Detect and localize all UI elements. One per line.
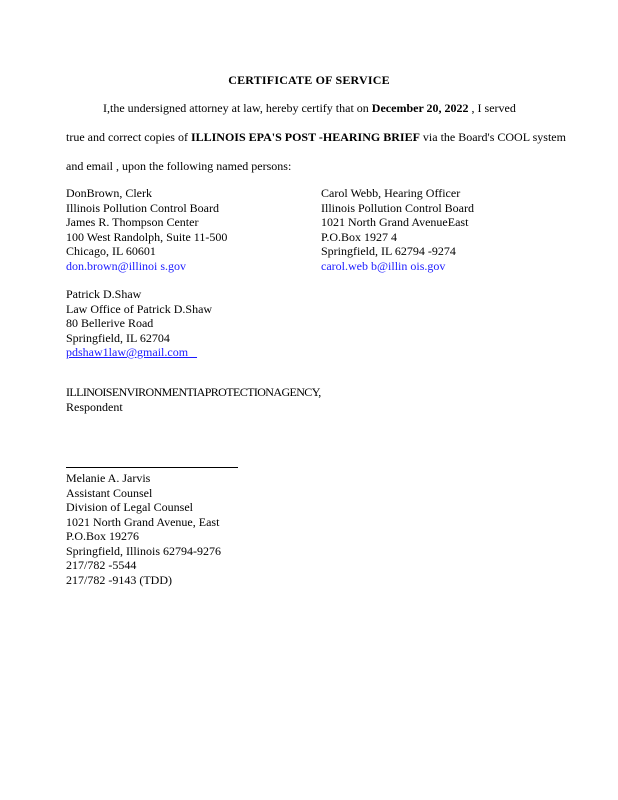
recipient-org: Illinois Pollution Control Board <box>66 200 220 215</box>
recipient-name: Patrick D.Shaw <box>66 287 142 301</box>
signature-line <box>66 467 238 468</box>
agency-role: Respondent <box>66 399 123 414</box>
agency-name: ILLINOISENVIRONMENTIAPROTECTIONAGENCY, <box>66 385 321 399</box>
signer-name: Melanie A. Jarvis <box>66 471 151 485</box>
signer-address: Springfield, Illinois 62794-9276 <box>66 543 221 558</box>
recipient-email-link[interactable]: carol.web b@illin ois.gov <box>321 258 446 273</box>
certification-text: I,the undersigned attorney at law, hereby certify that on <box>103 101 372 115</box>
recipient-address: 1021 North Grand AvenueEast <box>321 215 469 229</box>
certification-line-2 <box>66 130 566 144</box>
signer-phone-tdd: 217/782 -9143 (TDD) <box>66 572 172 587</box>
recipient-org: Law Office of Patrick D.Shaw <box>66 301 213 316</box>
signer-title: Assistant Counsel <box>66 485 153 500</box>
agency-block <box>66 385 321 414</box>
service-date: December 20, 2022 <box>371 101 469 115</box>
signer-division: Division of Legal Counsel <box>66 500 193 514</box>
certification-text: true and correct copies of <box>66 130 191 144</box>
recipient-email-link[interactable]: don.brown@illinoi s.gov <box>66 258 187 273</box>
recipient-name: DonBrown, Clerk <box>66 186 152 200</box>
recipient-name: Carol Webb, Hearing Officer <box>321 186 461 200</box>
recipient-address: Chicago, IL 60601 <box>66 244 156 258</box>
recipient-block-shaw <box>66 287 212 360</box>
recipient-address: 100 West Randolph, Suite 11-500 <box>66 229 228 244</box>
certification-text-end: via the Board's COOL system <box>419 130 566 144</box>
brief-title: ILLINOIS EPA'S POST -HEARING BRIEF <box>190 130 420 144</box>
certification-line-1 <box>103 101 516 115</box>
recipient-address: James R. Thompson Center <box>66 215 199 229</box>
recipient-address: 80 Bellerive Road <box>66 316 154 330</box>
recipient-address: P.O.Box 1927 4 <box>321 229 398 244</box>
recipient-org: Illinois Pollution Control Board <box>321 200 475 215</box>
recipient-email-link[interactable]: pdshaw1law@gmail.com <box>66 345 198 359</box>
signer-address: P.O.Box 19276 <box>66 529 140 543</box>
certification-line-3: and email , upon the following named persons: <box>66 159 292 173</box>
recipient-block-hearing-officer <box>321 186 474 273</box>
recipient-block-clerk <box>66 186 227 273</box>
document-title: CERTIFICATE OF SERVICE <box>228 73 390 87</box>
certification-text-end: , I served <box>468 101 516 115</box>
signer-phone: 217/782 -5544 <box>66 558 137 572</box>
recipient-address: Springfield, IL 62794 -9274 <box>321 244 456 258</box>
signer-address: 1021 North Grand Avenue, East <box>66 514 220 529</box>
recipient-address: Springfield, IL 62704 <box>66 330 170 345</box>
signature-block <box>66 471 221 587</box>
